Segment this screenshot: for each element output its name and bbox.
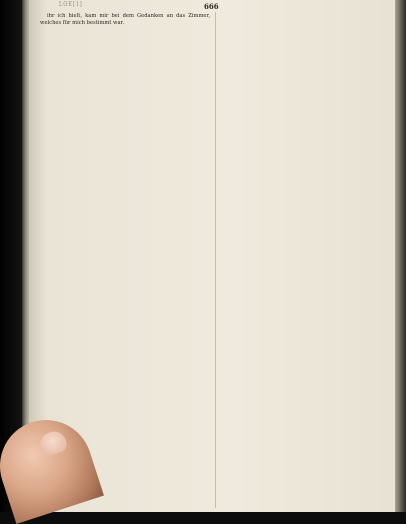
paragraph: ihr ich hielt, kam mir bei dem Gedanken an das Zimmer, welches für mich bestimmt war. (40, 13, 210, 26)
page-number: 666 (204, 2, 219, 11)
book-page (29, 0, 395, 512)
page-edge (395, 0, 406, 512)
header-stamp: LOE[1] (59, 1, 83, 8)
column-divider (215, 12, 216, 508)
text-column-right (221, 13, 387, 505)
